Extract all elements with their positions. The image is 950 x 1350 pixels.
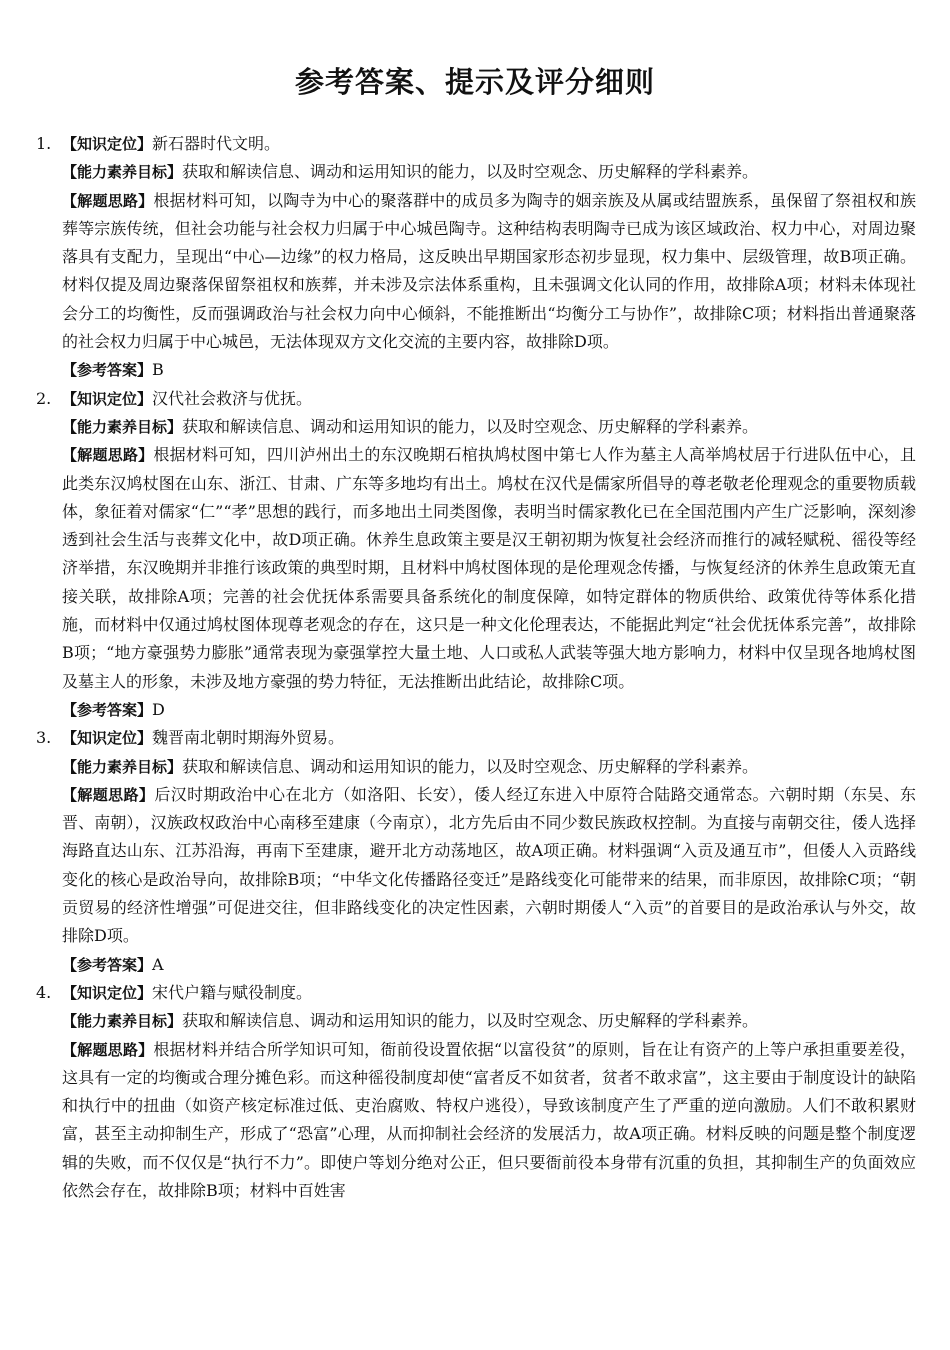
knowledge-line bbox=[36, 130, 916, 158]
ability-text: 获取和解读信息、调动和运用知识的能力，以及时空观念、历史解释的学科素养。 bbox=[182, 756, 759, 776]
answer-text: B bbox=[152, 360, 164, 380]
ability-label: 【能力素养目标】 bbox=[62, 757, 183, 776]
answer-body bbox=[36, 130, 916, 1205]
thinking-label: 【解题思路】 bbox=[62, 1040, 154, 1059]
knowledge-label: 【知识定位】 bbox=[62, 983, 153, 1002]
question-number: 3. bbox=[36, 728, 52, 748]
answer-label: 【参考答案】 bbox=[62, 955, 153, 974]
thinking-text: 根据材料并结合所学知识可知，衙前役设置依据“以富役贫”的原则，旨在让有资产的上等户承担重要差役，这具有一定的均衡或合理分摊色彩。而这种徭役制度却使“富者反不如贫者，贫者不敢求富”，这主要由于制度设计的缺陷和执行中的扭曲（如资产核定标准过低、吏治腐败、特权户逃役），导致该制度产生了严重的逆向激励。人们不敢积累财富，甚至主动抑制生产，形成了“恐富”心理，从而抑制社会经济的发展活力，故A项正确。材料反映的问题是整个制度逻辑的失败，而不仅仅是“执行不力”。即使户等划分绝对公正，但只要衙前役本身带有沉重的负担，其抑制生产的负面效应依然会存在，故排除B项；材料中百姓害 bbox=[62, 1039, 916, 1200]
ability-label: 【能力素养目标】 bbox=[62, 417, 183, 436]
question-1 bbox=[36, 130, 916, 385]
question-number: 1. bbox=[36, 134, 52, 153]
knowledge-label: 【知识定位】 bbox=[62, 729, 153, 748]
thinking-line bbox=[36, 1036, 916, 1206]
knowledge-line bbox=[36, 724, 916, 752]
ability-label: 【能力素养目标】 bbox=[62, 163, 183, 182]
knowledge-label: 【知识定位】 bbox=[62, 389, 153, 408]
answer-label: 【参考答案】 bbox=[62, 361, 153, 380]
thinking-line bbox=[36, 441, 916, 696]
knowledge-text: 宋代户籍与赋役制度。 bbox=[152, 982, 313, 1002]
thinking-text: 根据材料可知，以陶寺为中心的聚落群中的成员多为陶寺的姻亲族及从属或结盟族系，虽保留了祭祖权和族葬等宗族传统，但社会功能与社会权力归属于中心城邑陶寺。这种结构表明陶寺已成为该区域政治、权力中心，对周边聚落具有支配力，呈现出“中心—边缘”的权力格局，这反映出早期国家形态初步显现，权力集中、层级管理，故B项正确。材料仅提及周边聚落保留祭祖权和族葬，并未涉及宗法体系重构，且未强调文化认同的作用，故排除A项；材料未体现社会分工的均衡性，反而强调政治与社会权力向中心倾斜，不能推断出“均衡分工与协作”，故排除C项；材料指出普通聚落的社会权力归属于中心城邑，无法体现双方文化交流的主要内容，故排除D项。 bbox=[62, 190, 916, 352]
ability-text: 获取和解读信息、调动和运用知识的能力，以及时空观念、历史解释的学科素养。 bbox=[182, 1011, 759, 1031]
knowledge-text: 新石器时代文明。 bbox=[152, 134, 281, 153]
question-3 bbox=[36, 724, 916, 979]
ability-line bbox=[36, 158, 916, 186]
thinking-label: 【解题思路】 bbox=[62, 446, 154, 465]
ability-label: 【能力素养目标】 bbox=[62, 1012, 183, 1031]
ability-line bbox=[36, 413, 916, 441]
ability-line bbox=[36, 753, 916, 781]
answer-line bbox=[36, 356, 916, 384]
thinking-label: 【解题思路】 bbox=[62, 785, 155, 804]
question-number: 4. bbox=[36, 982, 52, 1002]
thinking-text: 根据材料可知，四川泸州出土的东汉晚期石棺执鸠杖图中第七人作为墓主人高举鸠杖居于行进队伍中心，且此类东汉鸠杖图在山东、浙江、甘肃、广东等多地均有出土。鸠杖在汉代是儒家所倡导的尊老敬老伦理观念的重要物质载体，象征着对儒家“仁”“孝”思想的践行，而多地出土同类图像，表明当时儒家教化已在全国范围内产生广泛影响，深刻渗透到社会生活与丧葬文化中，故D项正确。休养生息政策主要是汉王朝初期为恢复社会经济而推行的减轻赋税、徭役等经济举措，东汉晚期并非推行该政策的典型时期，且材料中鸠杖图体现的是伦理观念传播，与恢复经济的休养生息政策无直接关联，故排除A项；完善的社会优抚体系需要具备系统化的制度保障，如特定群体的物质供给、政策优待等体系化措施，而材料中仅通过鸠杖图体现尊老观念的存在，这只是一种文化伦理表达，不能据此判定“社会优抚体系完善”，故排除B项；“地方豪强势力膨胀”通常表现为豪强掌控大量土地、人口或私人武装等强大地方影响力，材料中仅呈现各地鸠杖图及墓主人的形象，未涉及地方豪强的势力特征，无法推断出此结论，故排除C项。 bbox=[62, 445, 916, 691]
ability-text: 获取和解读信息、调动和运用知识的能力，以及时空观念、历史解释的学科素养。 bbox=[182, 162, 759, 182]
thinking-line bbox=[36, 781, 916, 951]
question-2 bbox=[36, 385, 916, 725]
thinking-text: 后汉时期政治中心在北方（如洛阳、长安），倭人经辽东进入中原符合陆路交通常态。六朝时期（东吴、东晋、南朝），汉族政权政治中心南移至建康（今南京），北方先后由不同少数民族政权控制。为直接与南朝交往，倭人选择海路直达山东、江苏沿海，再南下至建康，避开北方动荡地区，故A项正确。材料强调“入贡及通互市”，但倭人入贡路线变化的核心是政治导向，故排除B项；“中华文化传播路径变迁”是路线变化可能带来的结果，而非原因，故排除C项；“朝贡贸易的经济性增强”可促进交往，但非路线变化的决定性因素，六朝时期倭人“入贡”的首要目的是政治承认与外交，故排除D项。 bbox=[62, 784, 916, 946]
page-title: 参考答案、提示及评分细则 bbox=[294, 65, 655, 99]
answer-line bbox=[36, 951, 916, 979]
answer-text: D bbox=[152, 699, 165, 719]
thinking-line bbox=[36, 187, 916, 357]
knowledge-text: 魏晋南北朝时期海外贸易。 bbox=[152, 728, 345, 748]
question-4 bbox=[36, 979, 916, 1205]
thinking-label: 【解题思路】 bbox=[62, 191, 154, 210]
knowledge-label: 【知识定位】 bbox=[62, 135, 153, 153]
ability-text: 获取和解读信息、调动和运用知识的能力，以及时空观念、历史解释的学科素养。 bbox=[182, 416, 759, 436]
question-number: 2. bbox=[36, 388, 52, 408]
ability-line bbox=[36, 1007, 916, 1035]
knowledge-line bbox=[36, 979, 916, 1007]
answer-line bbox=[36, 696, 916, 724]
knowledge-text: 汉代社会救济与优抚。 bbox=[152, 388, 313, 408]
knowledge-line bbox=[36, 385, 916, 413]
answer-text: A bbox=[152, 954, 164, 974]
answer-label: 【参考答案】 bbox=[62, 700, 153, 719]
